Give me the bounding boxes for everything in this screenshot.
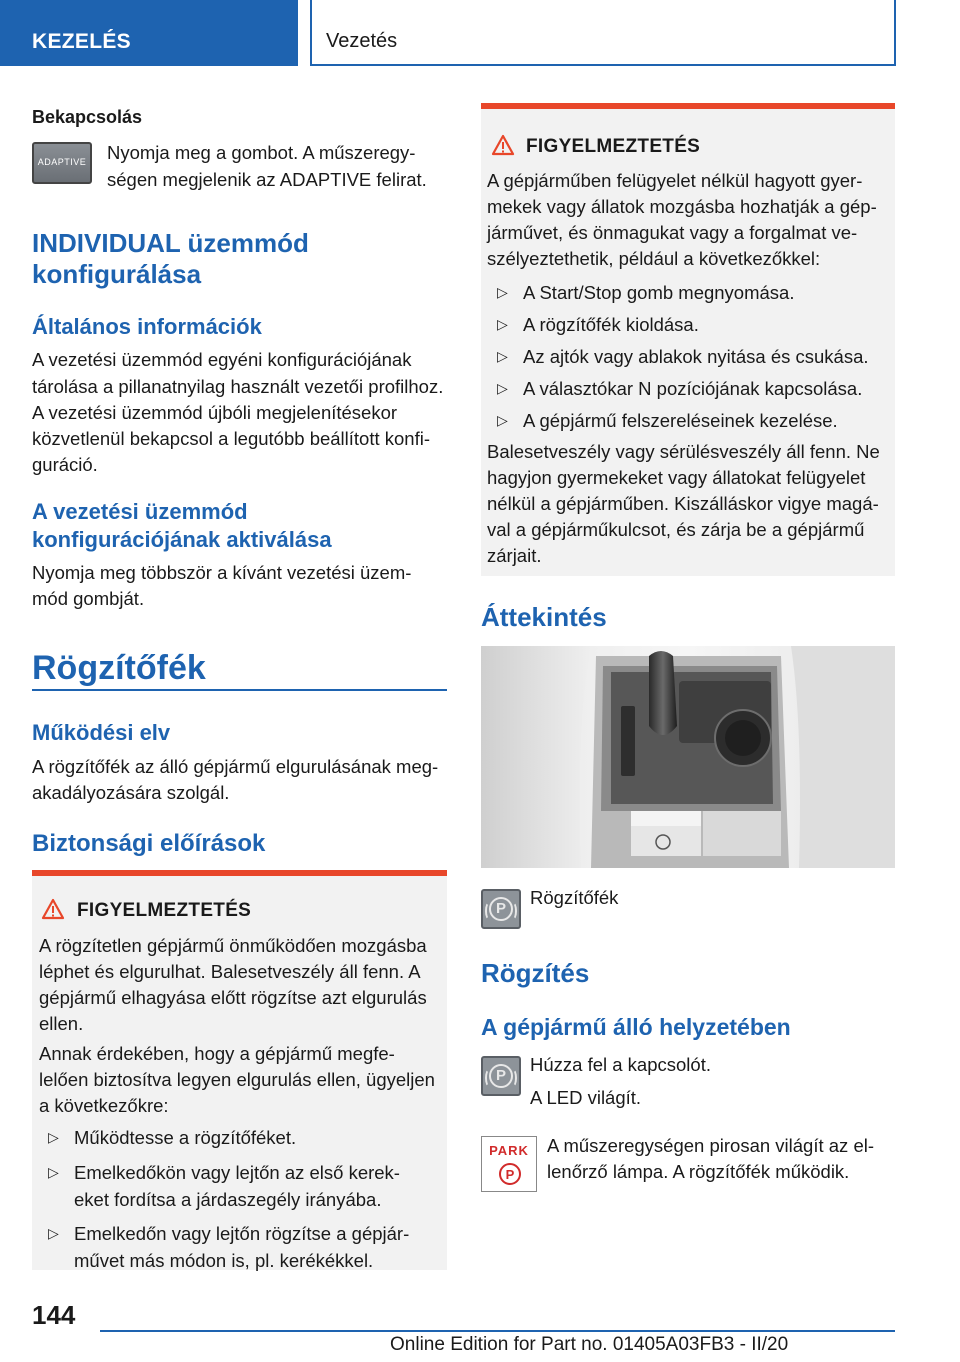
aktivalas-title-line1: A vezetési üzemmód <box>32 499 248 524</box>
altalanos-line: közvetlenül bekapcsol a legutóbb beállított konfi- <box>32 428 431 449</box>
warning-line: szélyeztethetik, például a következőkkel: <box>487 248 821 269</box>
park-line1: A műszeregységen pirosan világít az el- <box>547 1135 875 1156</box>
warning-line: A gépjárműben felügyelet nélkül hagyott gyer- <box>487 170 863 191</box>
list-item-text: művet más módon is, pl. kerékékkel. <box>74 1250 374 1271</box>
rogzitofek-title: Rögzítőfék <box>32 649 206 687</box>
bekapcsolas-line2: ségen megjelenik az ADAPTIVE felirat. <box>107 169 427 190</box>
altalanos-line: A vezetési üzemmód egyéni konfigurációjának <box>32 349 412 370</box>
triangle-bullet-icon: ▷ <box>497 284 508 300</box>
mukodesi-line: A rögzítőfék az álló gépjármű elgurulásának meg- <box>32 756 439 777</box>
warning-line: a következőkre: <box>39 1095 169 1116</box>
parking-brake-letter: P <box>495 900 506 917</box>
park-warning-letter: P <box>505 1167 515 1182</box>
list-item-text: A rögzítőfék kioldása. <box>523 314 699 335</box>
console-photo <box>481 646 895 868</box>
warning-line: gépjármű elhagyása előtt rögzítse azt elgurulás <box>39 987 427 1008</box>
list-item <box>497 279 887 307</box>
list-item-text: A választókar N pozíciójának kapcsolása. <box>523 378 863 399</box>
warning-heading: FIGYELMEZTETÉS <box>526 136 701 157</box>
adaptive-button-icon <box>32 142 92 184</box>
triangle-bullet-icon: ▷ <box>497 316 508 332</box>
warning-line: Balesetveszély vagy sérülésveszély áll fenn. Ne <box>487 441 880 462</box>
list-item <box>48 1124 438 1154</box>
allo-title: A gépjármű álló helyzetében <box>481 1014 791 1040</box>
altalanos-line: tárolása a pillanatnyilag használt vezetői profilhoz. <box>32 376 444 397</box>
section-rule <box>32 689 447 691</box>
section-tab <box>0 0 298 66</box>
allo-line1: Húzza fel a kapcsolót. <box>530 1054 711 1075</box>
altalanos-title: Általános információk <box>32 314 262 339</box>
console-illustration <box>481 646 895 868</box>
triangle-bullet-icon: ▷ <box>497 380 508 396</box>
warning-box-right <box>481 103 895 576</box>
list-item-text: A gépjármű felszereléseinek kezelése. <box>523 410 838 431</box>
triangle-bullet-icon: ▷ <box>48 1164 59 1180</box>
parking-brake-letter: P <box>495 1067 506 1084</box>
page-number: 144 <box>32 1300 76 1330</box>
altalanos-line: A vezetési üzemmód újbóli megjelenítésekor <box>32 402 398 423</box>
list-item-text: A Start/Stop gomb megnyomása. <box>523 282 795 303</box>
chapter-header <box>310 0 896 66</box>
parking-brake-icon <box>481 889 521 929</box>
list-item <box>497 407 887 435</box>
list-item <box>48 1159 438 1215</box>
chapter-label: Vezetés <box>326 30 398 52</box>
warning-line: járművet, és önmagukat vagy a forgalmat ve- <box>487 222 858 243</box>
mukodesi-title: Működési elv <box>32 720 171 745</box>
warning-line: val a gépjárműkulcsot, és zárja be a gépjármű <box>487 519 865 540</box>
altalanos-line: guráció. <box>32 454 98 475</box>
warning-line: Annak érdekében, hogy a gépjármű megfe- <box>39 1043 395 1064</box>
list-item-text: Emelkedőn vagy lejtőn rögzítse a gépjár- <box>74 1223 410 1244</box>
aktivalas-title-line2: konfigurációjának aktiválása <box>32 527 332 552</box>
triangle-bullet-icon: ▷ <box>48 1225 59 1241</box>
footer-rule <box>100 1330 895 1332</box>
biztonsagi-title: Biztonsági előírások <box>32 830 266 857</box>
photo-caption: Rögzítőfék <box>530 887 619 908</box>
warning-line: A rögzítetlen gépjármű önműködően mozgásba <box>39 935 427 956</box>
adaptive-button-label: ADAPTIVE <box>37 157 87 167</box>
warning-line: léphet és elgurulhat. Balesetveszély áll fenn. A <box>39 961 421 982</box>
park-line2: lenőrző lámpa. A rögzítőfék működik. <box>547 1161 850 1182</box>
warning-line: lelően biztosítva legyen elgurulás ellen, ügyeljen <box>39 1069 435 1090</box>
warning-line: nélkül a gépjárműben. Kiszálláskor vigye magá- <box>487 493 879 514</box>
warning-line: ellen. <box>39 1013 84 1034</box>
triangle-bullet-icon: ▷ <box>497 412 508 428</box>
rogzites-title: Rögzítés <box>481 958 590 988</box>
mukodesi-line: akadályozására szolgál. <box>32 782 230 803</box>
footer-edition: Online Edition for Part no. 01405A03FB3 - II/20 <box>390 1334 789 1355</box>
attekintes-title: Áttekintés <box>481 602 607 632</box>
aktivalas-line: mód gombját. <box>32 588 145 609</box>
warning-triangle-icon <box>41 898 65 920</box>
parking-brake-icon <box>481 1056 521 1096</box>
warning-line: mekek vagy állatok mozgásba hozhatják a gép- <box>487 196 877 217</box>
section-label: KEZELÉS <box>32 30 131 53</box>
list-item-text: Emelkedőkön vagy lejtőn az első kerek- <box>74 1162 400 1183</box>
list-item-text: Az ajtók vagy ablakok nyitása és csukása. <box>523 346 869 367</box>
warning-heading: FIGYELMEZTETÉS <box>77 900 252 921</box>
park-warning-icon <box>481 1136 537 1192</box>
list-item <box>48 1220 438 1276</box>
list-item <box>497 311 887 339</box>
bekapcsolas-line1: Nyomja meg a gombot. A műszeregy- <box>107 142 416 163</box>
allo-line2: A LED világít. <box>530 1087 642 1108</box>
park-warning-text: PARK <box>489 1143 529 1158</box>
bekapcsolas-title: Bekapcsolás <box>32 107 143 127</box>
warning-triangle-icon <box>491 134 515 156</box>
warning-box-left <box>32 870 447 1270</box>
triangle-bullet-icon: ▷ <box>497 348 508 364</box>
warning-line: zárjait. <box>487 545 542 566</box>
list-item <box>497 375 887 403</box>
list-item <box>497 343 887 371</box>
warning-line: hagyjon gyermekeket vagy állatokat felügyelet <box>487 467 866 488</box>
list-item-text: eket fordítsa a járdaszegély irányába. <box>74 1189 382 1210</box>
individual-title-line1: INDIVIDUAL üzemmód <box>32 228 309 258</box>
list-item-text: Működtesse a rögzítőféket. <box>74 1127 297 1148</box>
aktivalas-line: Nyomja meg többször a kívánt vezetési üzem- <box>32 562 412 583</box>
triangle-bullet-icon: ▷ <box>48 1129 59 1145</box>
individual-title-line2: konfigurálása <box>32 259 202 289</box>
